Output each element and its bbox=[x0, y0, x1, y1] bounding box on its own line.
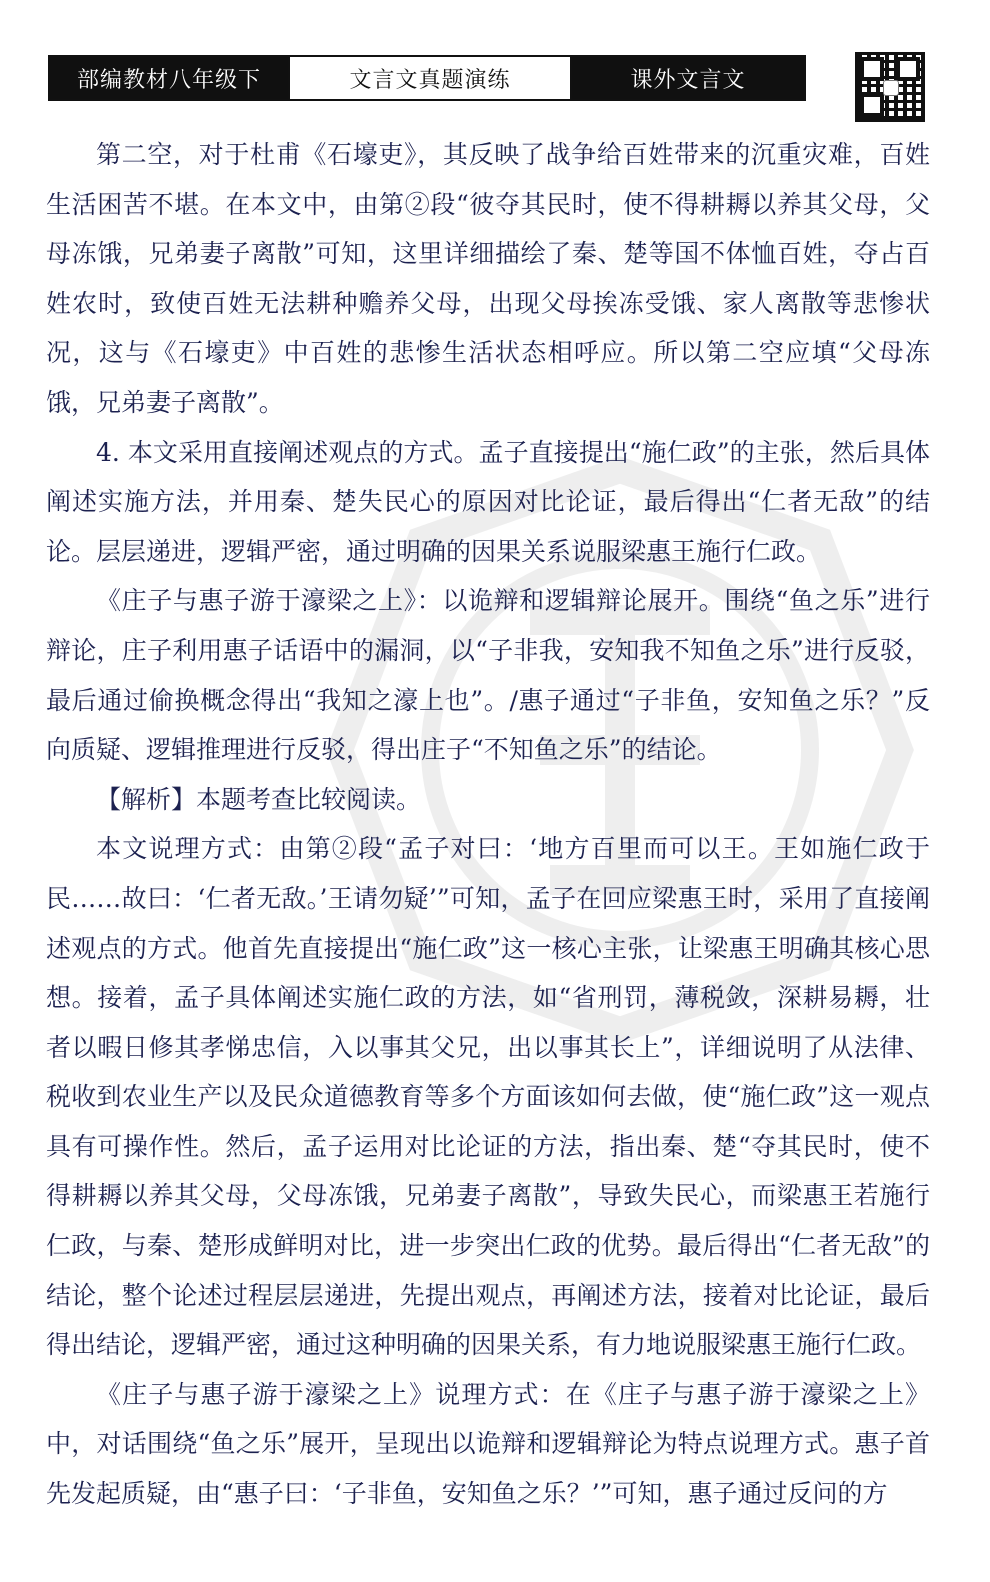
paragraph: 本文说理方式：由第②段“孟子对曰：‘地方百里而可以王。王如施仁政于民……故曰：‘仁者无敌。’王请勿疑’”可知，孟子在回应梁惠王时，采用了直接阐述观点的方式。他首先直接提出“施仁政”这一核心主张，让梁惠王明确其核心思想。接着，孟子具体阐述实施仁政的方法，如“省刑罚，薄税敛，深耕易耨，壮者以暇日修其孝悌忠信，入以事其父兄，出以事其长上”，详细说明了从法律、税收到农业生产以及民众道德教育等多个方面该如何去做，使“施仁政”这一观点具有可操作性。然后，孟子运用对比论证的方法，指出秦、楚“夺其民时，使不得耕耨以养其父母，父母冻饿，兄弟妻子离散”，导致失民心，而梁惠王若施行仁政，与秦、楚形成鲜明对比，进一步突出仁政的优势。最后得出“仁者无敌”的结论，整个论述过程层层递进，先提出观点，再阐述方法，接着对比论证，最后得出结论，逻辑严密，通过这种明确的因果关系，有力地说服梁惠王施行仁政。 bbox=[46, 834, 930, 1360]
paragraph: 4. 本文采用直接阐述观点的方式。孟子直接提出“施仁政”的主张，然后具体阐述实施方法，并用秦、楚失民心的原因对比论证，最后得出“仁者无敌”的结论。层层递进，逻辑严密，通过明确的因果关系说服梁惠王施行仁政。 bbox=[46, 437, 930, 566]
analysis-heading: 【解析】本题考查比较阅读。 bbox=[96, 784, 422, 814]
qr-code-icon bbox=[855, 52, 925, 122]
paragraph: 《庄子与惠子游于濠梁之上》：以诡辩和逻辑辩论展开。围绕“鱼之乐”进行辩论，庄子利用惠子话语中的漏洞，以“子非我，安知我不知鱼之乐”进行反驳，最后通过偷换概念得出“我知之濠上也”。/惠子通过“子非鱼，安知鱼之乐？”反向质疑、逻辑推理进行反驳，得出庄子“不知鱼之乐”的结论。 bbox=[46, 586, 930, 765]
paragraph: 第二空，对于杜甫《石壕吏》，其反映了战争给百姓带来的沉重灾难，百姓生活困苦不堪。在本文中，由第②段“彼夺其民时，使不得耕耨以养其父母，父母冻饿，兄弟妻子离散”可知，这里详细描绘了秦、楚等国不体恤百姓，夺占百姓农时，致使百姓无法耕种赡养父母，出现父母挨冻受饿、家人离散等悲惨状况，这与《石壕吏》中百姓的悲惨生活状态相呼应。所以第二空应填“父母冻饿，兄弟妻子离散”。 bbox=[46, 140, 930, 417]
header-section-label: 课外文言文 bbox=[572, 57, 804, 99]
paragraph: 《庄子与惠子游于濠梁之上》说理方式：在《庄子与惠子游于濠梁之上》中，对话围绕“鱼之乐”展开，呈现出以诡辩和逻辑辩论为特点说理方式。惠子首先发起质疑，由“惠子曰：‘子非鱼，安知鱼之乐？’”可知，惠子通过反问的方 bbox=[46, 1379, 930, 1509]
qr-corner-icon bbox=[860, 57, 884, 81]
header-bar bbox=[48, 55, 806, 101]
header-title: 文言文真题演练 bbox=[288, 57, 572, 99]
document-body bbox=[46, 130, 930, 1519]
header-grade-label: 部编教材八年级下 bbox=[50, 57, 288, 99]
qr-corner-icon bbox=[896, 57, 920, 81]
qr-corner-icon bbox=[860, 93, 884, 117]
qr-logo-icon bbox=[883, 80, 899, 96]
